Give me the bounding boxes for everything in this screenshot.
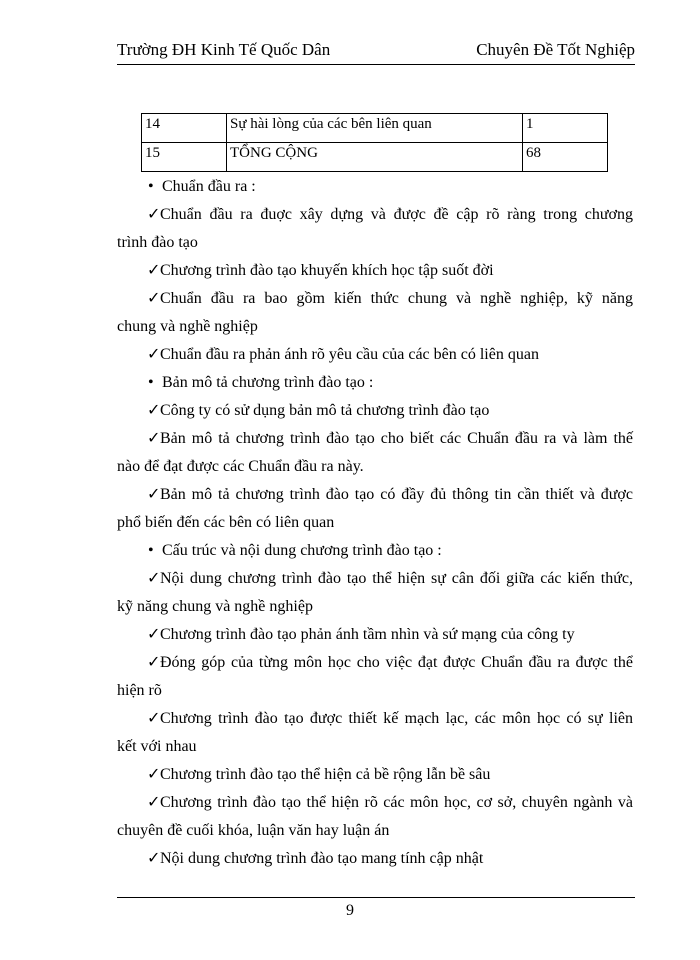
checkmark-icon: ✓ [147, 262, 161, 279]
list-item: ✓Bản mô tả chương trình đào tạo cho biết các Chuẩn đầu ra và làm thế [147, 430, 633, 447]
checkmark-icon: ✓ [147, 402, 161, 419]
list-item-continuation: trình đào tạo [117, 234, 198, 251]
checkmark-icon: ✓ [147, 290, 161, 307]
list-item-continuation: kỹ năng chung và nghề nghiệp [117, 598, 313, 615]
list-item: ✓Chương trình đào tạo thể hiện cả bề rộng lẫn bề sâu [147, 766, 491, 783]
row-number: 15 [142, 143, 227, 172]
section-heading: • Cấu trúc và nội dung chương trình đào tạo : [148, 542, 442, 559]
header-title: Chuyên Đề Tốt Nghiệp [476, 40, 635, 59]
row-value: 1 [523, 114, 608, 143]
list-item: ✓Chuẩn đầu ra bao gồm kiến thức chung và nghề nghiệp, kỹ năng [147, 290, 633, 307]
list-item: ✓Chương trình đào tạo thể hiện rõ các môn học, cơ sở, chuyên ngành và [147, 794, 633, 811]
section-heading: • Chuẩn đầu ra : [148, 178, 256, 195]
list-item-continuation: phổ biến đến các bên có liên quan [117, 514, 335, 531]
checkmark-icon: ✓ [147, 654, 161, 671]
page-number: 9 [346, 902, 354, 919]
section-heading: • Bản mô tả chương trình đào tạo : [148, 374, 374, 391]
row-number: 14 [142, 114, 227, 143]
checkmark-icon: ✓ [147, 570, 161, 587]
list-item-continuation: hiện rõ [117, 682, 162, 699]
list-item-continuation: chuyên đề cuối khóa, luận văn hay luận án [117, 822, 390, 839]
checkmark-icon: ✓ [147, 206, 161, 223]
checkmark-icon: ✓ [147, 794, 161, 811]
list-item-continuation: chung và nghề nghiệp [117, 318, 258, 335]
bullet-icon: • [148, 178, 154, 195]
list-item: ✓Chương trình đào tạo khuyến khích học tập suốt đời [147, 262, 494, 279]
page-header [117, 38, 635, 65]
list-item: ✓Chương trình đào tạo được thiết kế mạch lạc, các môn học có sự liên [147, 710, 633, 727]
list-item-continuation: nào để đạt được các Chuẩn đầu ra này. [117, 458, 364, 475]
footer-divider [117, 897, 635, 898]
checkmark-icon: ✓ [147, 766, 161, 783]
table-row [142, 114, 608, 143]
bullet-icon: • [148, 542, 154, 559]
row-criterion: Sự hài lòng của các bên liên quan [227, 114, 523, 143]
checkmark-icon: ✓ [147, 710, 161, 727]
list-item: ✓Chương trình đào tạo phản ánh tầm nhìn và sứ mạng của công ty [147, 626, 575, 643]
list-item: ✓Nội dung chương trình đào tạo thể hiện sự cân đối giữa các kiến thức, [147, 570, 633, 587]
list-item: ✓Công ty có sử dụng bản mô tả chương trình đào tạo [147, 402, 490, 419]
bullet-icon: • [148, 374, 154, 391]
row-criterion: TỔNG CỘNG [227, 143, 523, 172]
list-item: ✓Nội dung chương trình đào tạo mang tính cập nhật [147, 850, 484, 867]
list-item: ✓Bản mô tả chương trình đào tạo có đầy đủ thông tin cần thiết và được [147, 486, 633, 503]
checkmark-icon: ✓ [147, 486, 161, 503]
list-item-continuation: kết với nhau [117, 738, 197, 755]
list-item: ✓Chuẩn đầu ra đuợc xây dựng và được đề cập rõ ràng trong chương [147, 206, 633, 223]
checkmark-icon: ✓ [147, 850, 161, 867]
list-item: ✓Chuẩn đầu ra phản ánh rõ yêu cầu của các bên có liên quan [147, 346, 539, 363]
checkmark-icon: ✓ [147, 430, 161, 447]
header-school: Trường ĐH Kinh Tế Quốc Dân [117, 40, 331, 59]
checkmark-icon: ✓ [147, 626, 161, 643]
table-row [142, 143, 608, 172]
criteria-table [141, 113, 608, 172]
checkmark-icon: ✓ [147, 346, 161, 363]
row-value: 68 [523, 143, 608, 172]
list-item: ✓Đóng góp của từng môn học cho việc đạt được Chuẩn đầu ra được thể [147, 654, 633, 671]
